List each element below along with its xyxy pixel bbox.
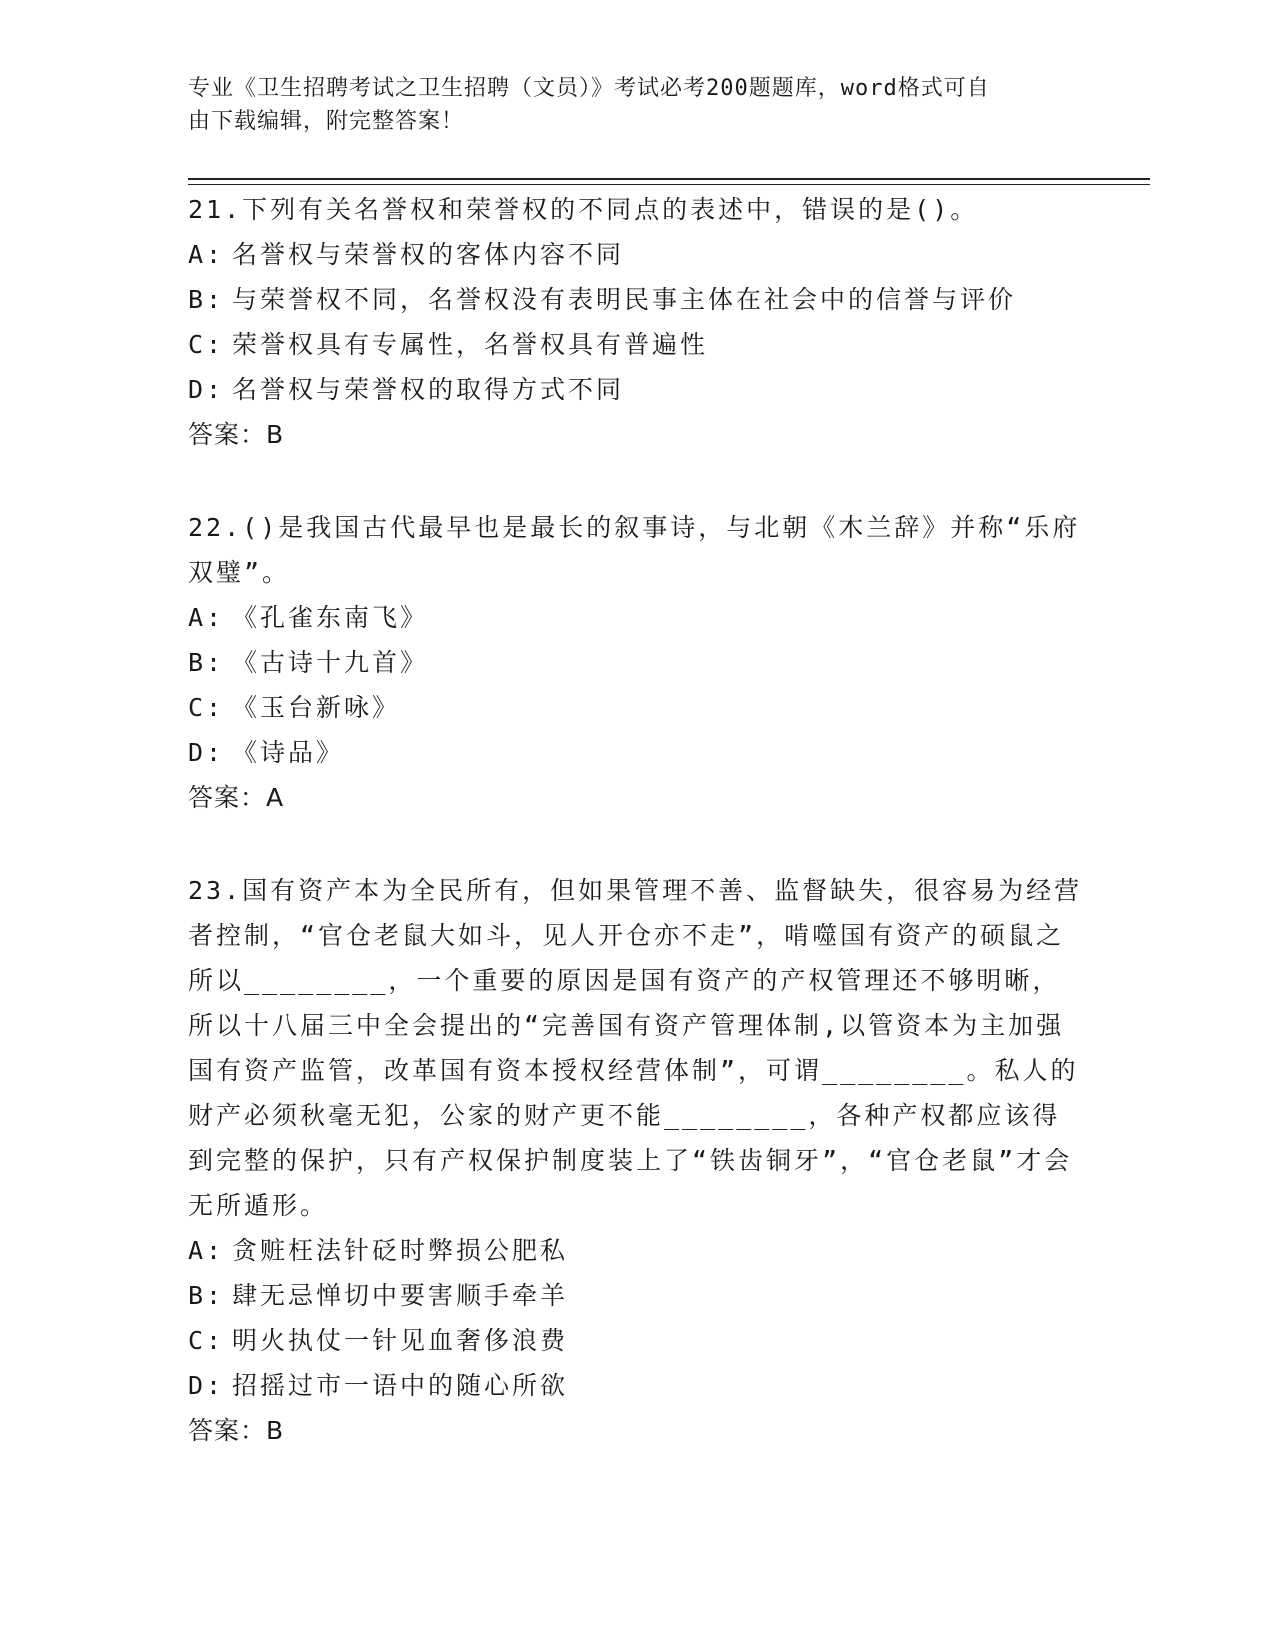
- option-letter: C:: [188, 1326, 225, 1355]
- question-list: [188, 187, 1088, 1501]
- option-letter: A:: [188, 240, 225, 269]
- question-text: 22.()是我国古代最早也是最长的叙事诗，与北朝《木兰辞》并称“乐府双璧”。: [188, 513, 1081, 587]
- question-22: [188, 505, 1088, 820]
- question-21: [188, 187, 1088, 457]
- option-text: 《玉台新咏》: [232, 693, 401, 722]
- question-23: [188, 868, 1088, 1453]
- header-line-1: 专业《卫生招聘考试之卫生招聘（文员）》考试必考200题题库，word格式可自: [188, 76, 990, 101]
- answer-line: 答案：B: [188, 1416, 285, 1445]
- option-d: [188, 367, 1088, 412]
- option-letter: C:: [188, 330, 225, 359]
- option-b: [188, 640, 1088, 685]
- option-d: [188, 730, 1088, 775]
- option-text: 贪赃枉法针砭时弊损公肥私: [232, 1236, 569, 1265]
- header-divider-thick: [188, 178, 1150, 180]
- header-line-2: 由下载编辑，附完整答案！: [188, 109, 465, 134]
- option-text: 名誉权与荣誉权的取得方式不同: [232, 375, 625, 404]
- document-header: [188, 72, 1068, 138]
- option-text: 荣誉权具有专属性，名誉权具有普遍性: [232, 330, 709, 359]
- answer-line: 答案：A: [188, 783, 285, 812]
- option-c: [188, 322, 1088, 367]
- header-divider-thin: [188, 184, 1150, 185]
- option-text: 《孔雀东南飞》: [232, 603, 429, 632]
- option-a: [188, 232, 1088, 277]
- option-letter: D:: [188, 738, 225, 767]
- option-text: 与荣誉权不同，名誉权没有表明民事主体在社会中的信誉与评价: [232, 285, 1017, 314]
- option-text: 明火执仗一针见血奢侈浪费: [232, 1326, 569, 1355]
- option-c: [188, 685, 1088, 730]
- option-letter: A:: [188, 1236, 225, 1265]
- option-letter: D:: [188, 1371, 225, 1400]
- option-b: [188, 277, 1088, 322]
- option-letter: B:: [188, 285, 225, 314]
- option-letter: A:: [188, 603, 225, 632]
- option-letter: B:: [188, 648, 225, 677]
- answer-line: 答案：B: [188, 420, 285, 449]
- option-text: 《古诗十九首》: [232, 648, 429, 677]
- question-text: 23.国有资产本为全民所有，但如果管理不善、监督缺失，很容易为经营者控制，“官仓老鼠大如斗，见人开仓亦不走”，啃噬国有资产的硕鼠之所以________，一个重要的原因是国有资产的产权管理还不够明晰，所以十八届三中全会提出的“完善国有资产管理体制,以管资本为主加强国有资产监管，改革国有资本授权经营体制”，可谓________。私人的财产必须秋毫无犯，公家的财产更不能________，各种产权都应该得到完整的保护，只有产权保护制度装上了“铁齿铜牙”，“官仓老鼠”才会无所遁形。: [188, 876, 1083, 1220]
- option-b: [188, 1273, 1088, 1318]
- option-c: [188, 1318, 1088, 1363]
- option-text: 肆无忌惮切中要害顺手牵羊: [232, 1281, 569, 1310]
- option-letter: B:: [188, 1281, 225, 1310]
- option-letter: D:: [188, 375, 225, 404]
- option-text: 《诗品》: [232, 738, 345, 767]
- option-letter: C:: [188, 693, 225, 722]
- option-text: 名誉权与荣誉权的客体内容不同: [232, 240, 625, 269]
- question-text: 21.下列有关名誉权和荣誉权的不同点的表述中，错误的是()。: [188, 195, 979, 224]
- option-a: [188, 1228, 1088, 1273]
- option-text: 招摇过市一语中的随心所欲: [232, 1371, 569, 1400]
- option-a: [188, 595, 1088, 640]
- option-d: [188, 1363, 1088, 1408]
